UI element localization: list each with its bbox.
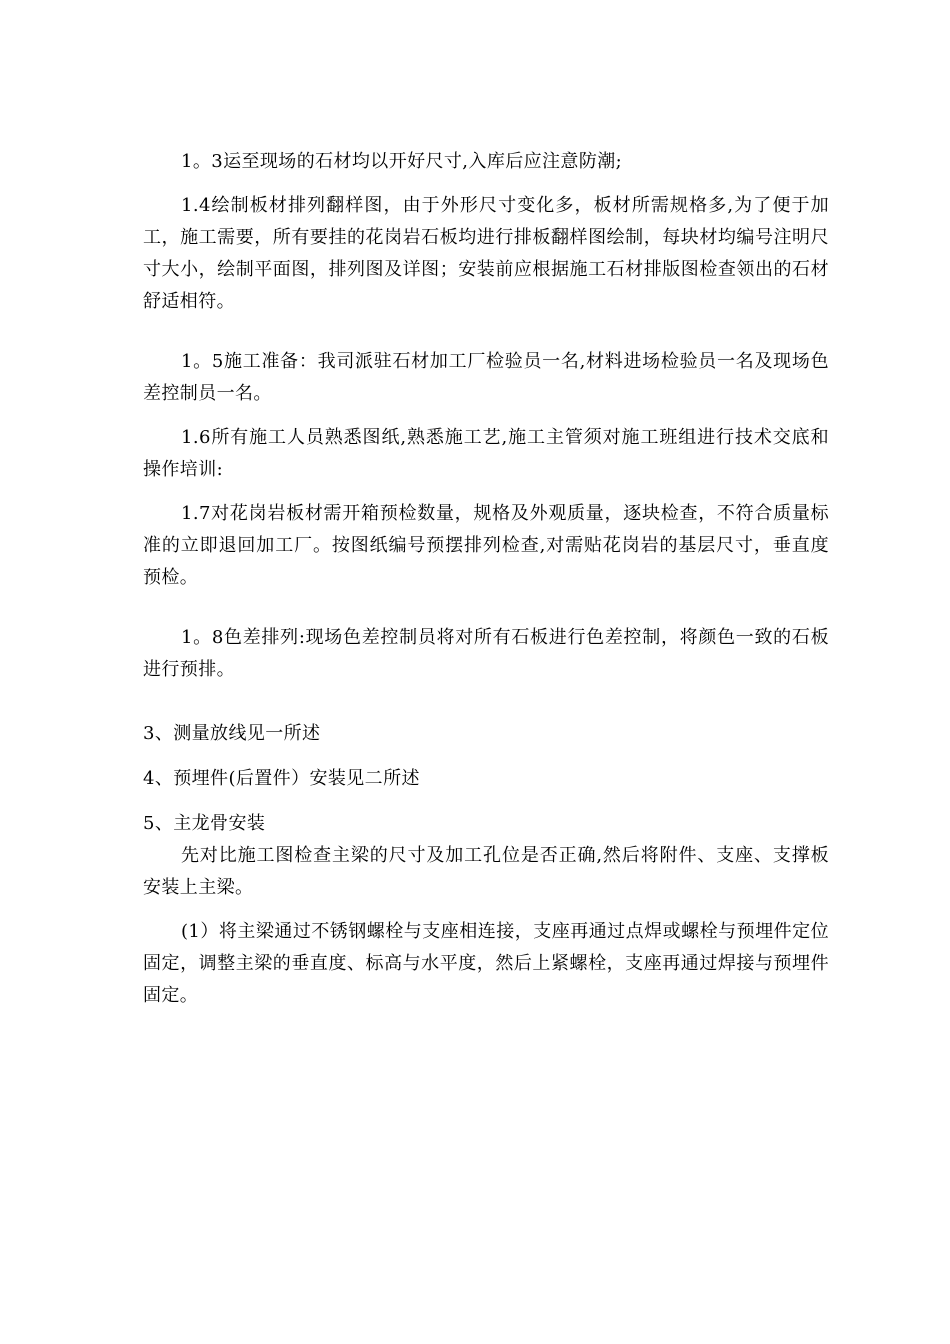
paragraph-1-7: 1.7对花岗岩板材需开箱预检数量，规格及外观质量，逐块检查，不符合质量标准的立即退回加工厂。按图纸编号预摆排列检查,对需贴花岗岩的基层尺寸，垂直度预检。 [143,503,829,588]
paragraph-1-4: 1.4绘制板材排列翻样图，由于外形尺寸变化多，板材所需规格多,为了便于加工，施工需要，所有要挂的花岗岩石板均进行排板翻样图绘制，每块材均编号注明尺寸大小，绘制平面图，排列图及详图；安装前应根据施工石材排版图检查领出的石材舒适相符。 [143,195,829,312]
paragraph-1-3: 1。3运至现场的石材均以开好尺寸,入库后应注意防潮; [181,151,623,172]
heading-section-4: 4、预埋件(后置件）安装见二所述 [143,768,420,789]
heading-section-3: 3、测量放线见一所述 [143,723,321,744]
section-5-intro: 先对比施工图检查主梁的尺寸及加工孔位是否正确,然后将附件、支座、支撑板安装上主梁。 [143,845,829,898]
paragraph-1-8: 1。8色差排列:现场色差控制员将对所有石板进行色差控制，将颜色一致的石板进行预排。 [143,627,829,680]
paragraph-1-5: 1。5施工准备：我司派驻石材加工厂检验员一名,材料进场检验员一名及现场色差控制员一名。 [143,351,829,404]
heading-section-5: 5、主龙骨安装 [143,813,266,834]
paragraph-1-6: 1.6所有施工人员熟悉图纸,熟悉施工艺,施工主管须对施工班组进行技术交底和操作培训: [143,427,829,480]
section-5-step-1: (1）将主梁通过不锈钢螺栓与支座相连接，支座再通过点焊或螺栓与预埋件定位固定，调整主梁的垂直度、标高与水平度，然后上紧螺栓，支座再通过焊接与预埋件固定。 [143,921,829,1006]
document-body [143,146,829,1012]
